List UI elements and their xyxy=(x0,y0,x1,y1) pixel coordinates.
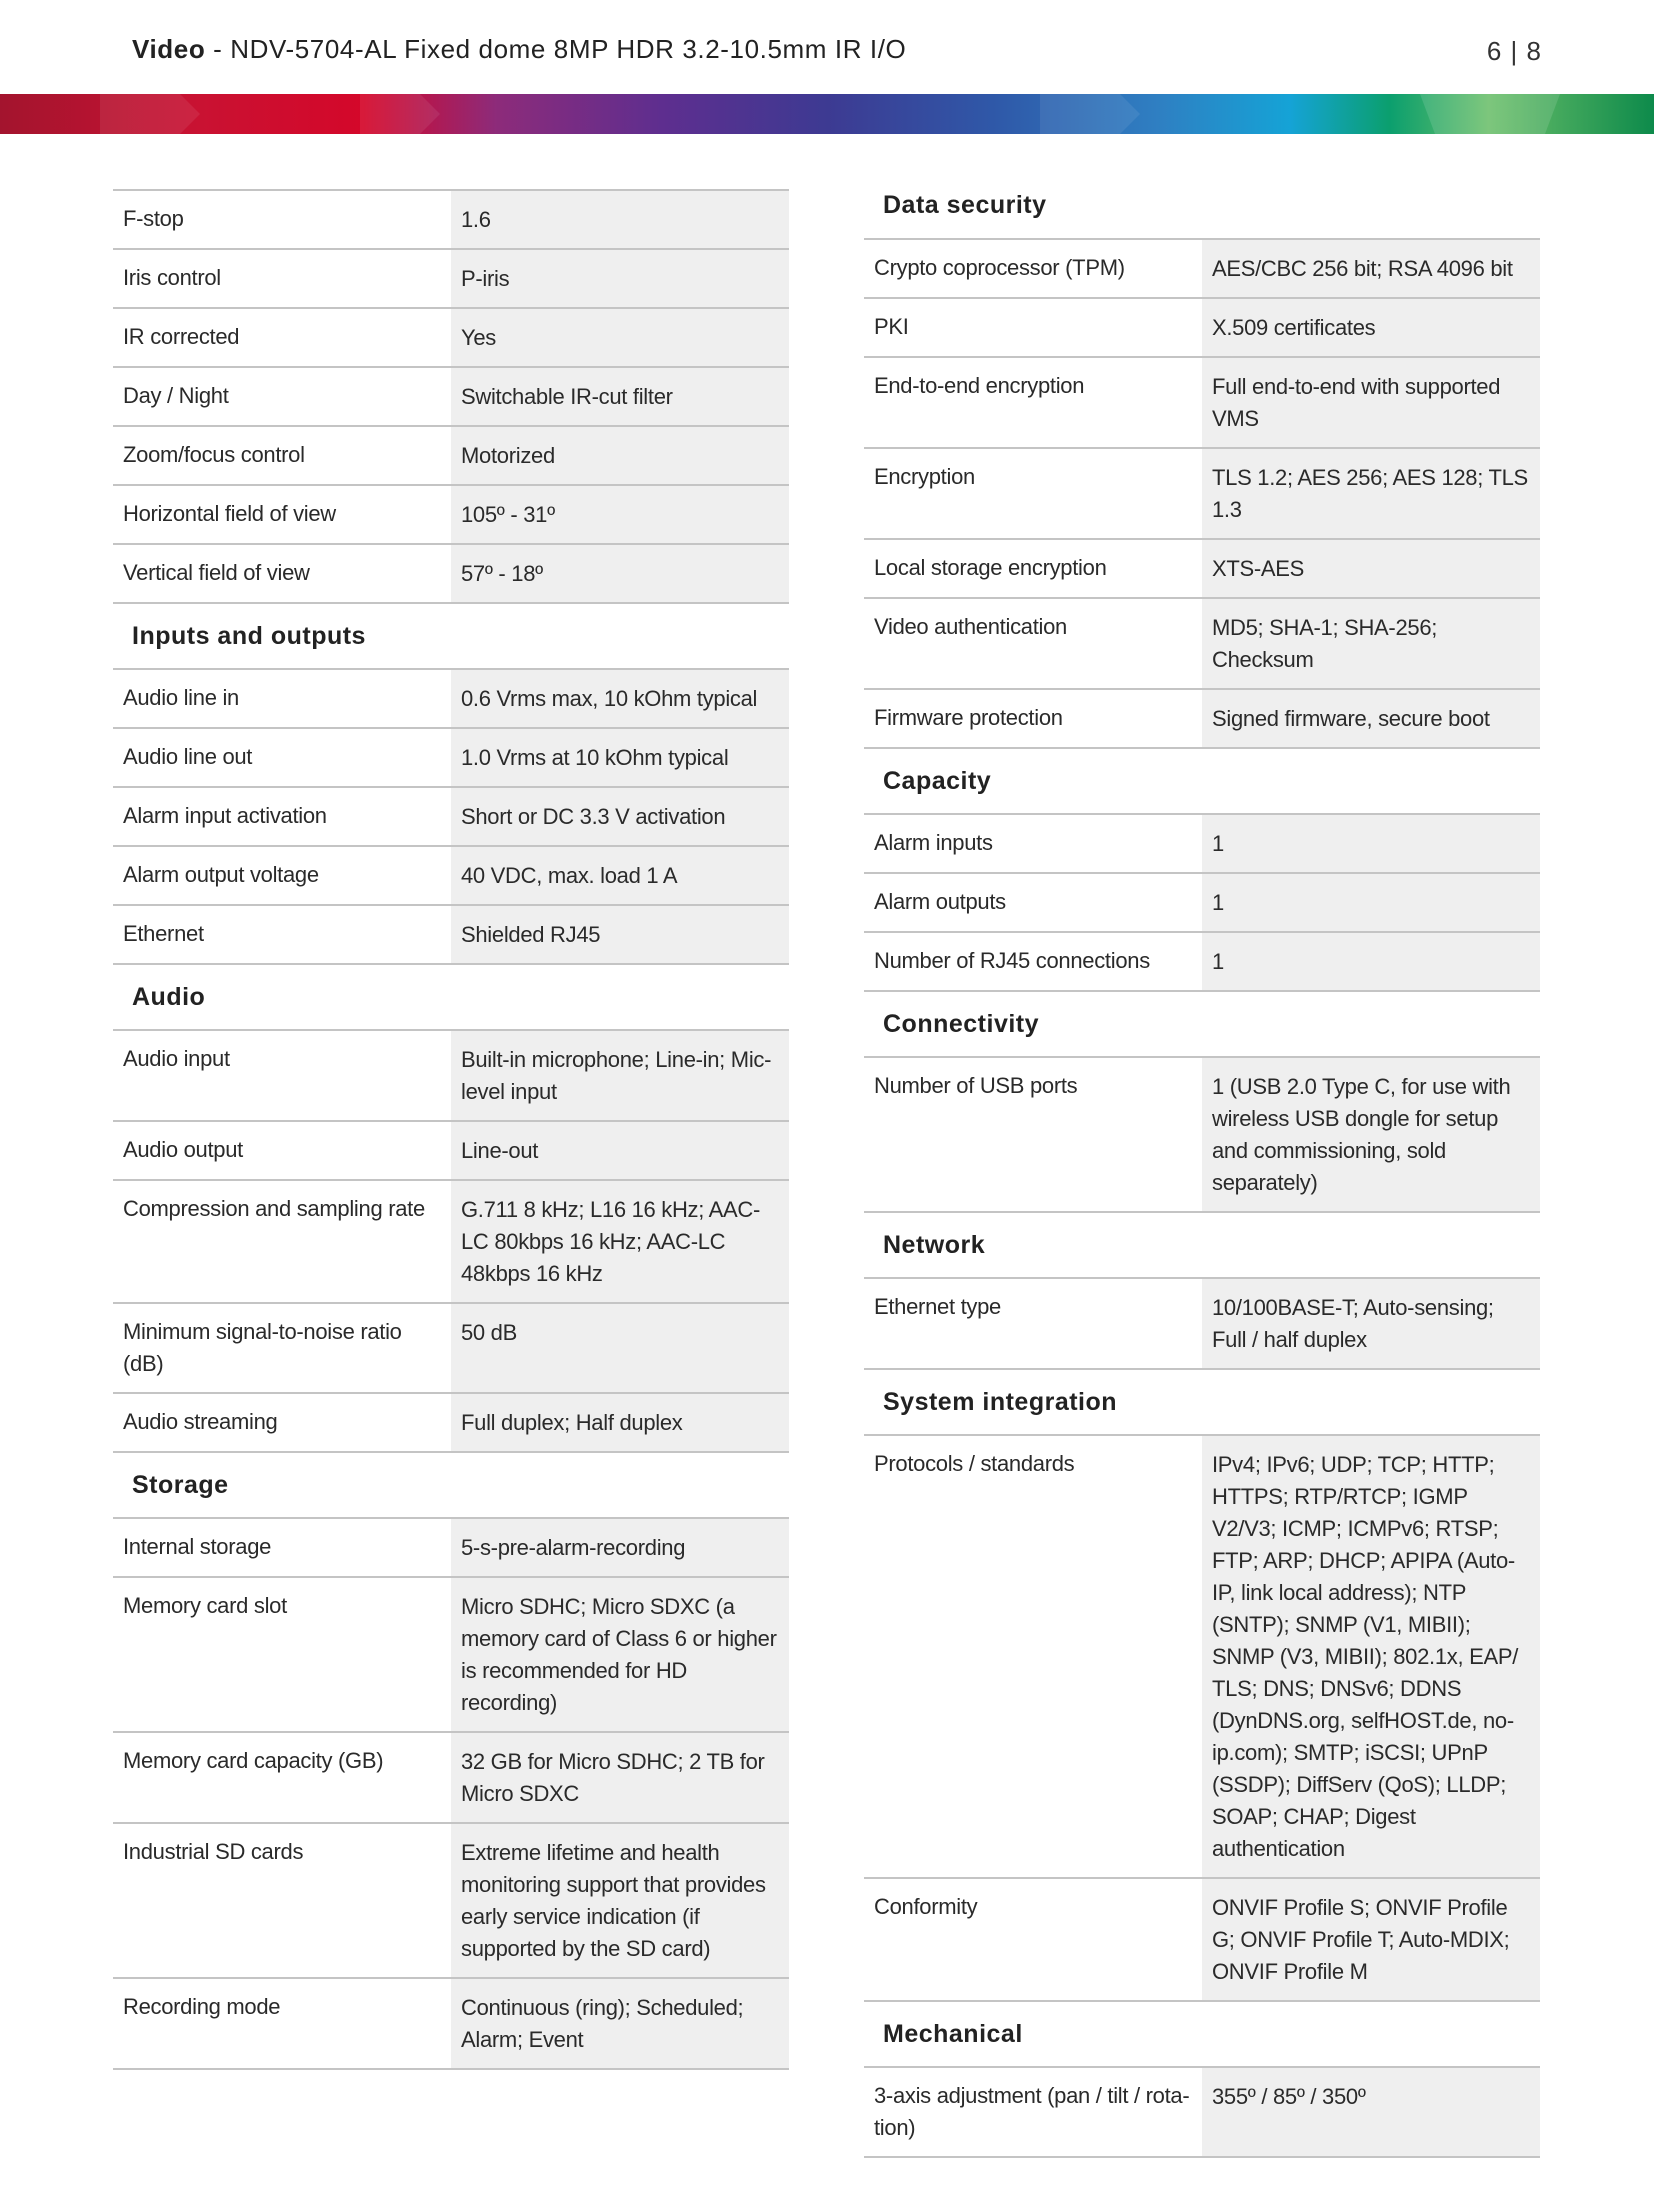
spec-value: 0.6 Vrms max, 10 kOhm typical xyxy=(451,670,789,727)
spec-value: 355º / 85º / 350º xyxy=(1202,2068,1540,2156)
spec-row-audio-line-in xyxy=(113,668,789,729)
spec-value: 1 xyxy=(1202,933,1540,990)
spec-value: 1 xyxy=(1202,815,1540,872)
spec-label: IR corrected xyxy=(123,324,240,349)
spec-label: Audio line out xyxy=(123,744,253,769)
spec-row-usb-ports xyxy=(864,1056,1540,1213)
spec-row-alarm-output-voltage xyxy=(113,847,789,906)
spec-label: Horizontal field of view xyxy=(123,501,336,526)
spec-row-ir-corrected xyxy=(113,309,789,368)
spec-label: Ethernet xyxy=(123,921,204,946)
spec-value: Yes xyxy=(451,309,789,366)
spec-row-zoom-focus xyxy=(113,427,789,486)
section-title-connectivity: Connectivity xyxy=(883,1010,1040,1038)
spec-value: Motorized xyxy=(451,427,789,484)
spec-label: Protocols / standards xyxy=(874,1451,1075,1476)
spec-value: ONVIF Profile S; ONVIF Profile G; ONVIF Profile T; Auto-MDIX; ONVIF Profile M xyxy=(1202,1879,1540,2000)
spec-row-industrial-sd xyxy=(113,1824,789,1979)
spec-label: Compression and sampling rate xyxy=(123,1196,425,1221)
section-title-inputs-outputs: Inputs and outputs xyxy=(132,622,366,650)
section-title-capacity: Capacity xyxy=(883,767,992,795)
spec-label: End-to-end encryption xyxy=(874,373,1085,398)
left-spec-column xyxy=(113,189,789,2070)
spec-value: 1.6 xyxy=(451,191,789,248)
spec-value: 5-s-pre-alarm-recording xyxy=(451,1519,789,1576)
spec-row-firmware-protection xyxy=(864,690,1540,749)
spec-row-protocols xyxy=(864,1434,1540,1879)
section-title-audio: Audio xyxy=(132,983,206,1011)
spec-row-vfov xyxy=(113,545,789,604)
spec-value: Shielded RJ45 xyxy=(451,906,789,963)
spec-value: P-iris xyxy=(451,250,789,307)
spec-row-day-night xyxy=(113,368,789,427)
spec-value: Short or DC 3.3 V activation xyxy=(451,788,789,845)
spec-row-encryption xyxy=(864,449,1540,540)
spec-label: Conformity xyxy=(874,1894,978,1919)
spec-row-internal-storage xyxy=(113,1517,789,1578)
spec-value: MD5; SHA-1; SHA-256; Checksum xyxy=(1202,599,1540,688)
document-header xyxy=(132,34,906,65)
spec-value: 1 (USB 2.0 Type C, for use with wireless USB dongle for setup and commissioning, sold separately) xyxy=(1202,1058,1540,1211)
spec-value: Continuous (ring); Scheduled; Alarm; Event xyxy=(451,1979,789,2068)
spec-value: 57º - 18º xyxy=(451,545,789,602)
spec-value: Micro SDHC; Micro SDXC (a memory card of Class 6 or higher is recommended for HD recording) xyxy=(451,1578,789,1731)
spec-value: 10/100BASE-T; Auto-sensing; Full / half duplex xyxy=(1202,1279,1540,1368)
brand-color-bar xyxy=(0,94,1654,134)
spec-label: Number of RJ45 connections xyxy=(874,948,1150,973)
spec-label: Firmware protection xyxy=(874,705,1063,730)
spec-row-audio-streaming xyxy=(113,1394,789,1453)
spec-value: Switchable IR-cut filter xyxy=(451,368,789,425)
spec-label: Alarm output voltage xyxy=(123,862,319,887)
spec-label: Alarm outputs xyxy=(874,889,1006,914)
spec-label: Ethernet type xyxy=(874,1294,1001,1319)
spec-row-ethernet xyxy=(113,906,789,965)
spec-row-audio-input xyxy=(113,1029,789,1122)
spec-row-video-authentication xyxy=(864,599,1540,690)
spec-value: 50 dB xyxy=(451,1304,789,1392)
spec-value: Extreme lifetime and health monitoring support that provides early service indication (if supported by the SD card) xyxy=(451,1824,789,1977)
spec-row-alarm-inputs xyxy=(864,813,1540,874)
section-title-system-integration: System integration xyxy=(883,1388,1118,1416)
section-title-network: Network xyxy=(883,1231,986,1259)
spec-label: Encryption xyxy=(874,464,975,489)
spec-value: 32 GB for Micro SDHC; 2 TB for Micro SDXC xyxy=(451,1733,789,1822)
spec-value: G.711 8 kHz; L16 16 kHz; AAC-LC 80kbps 16 kHz; AAC-LC 48kbps 16 kHz xyxy=(451,1181,789,1302)
section-title-data-security: Data security xyxy=(883,191,1047,219)
spec-value: XTS-AES xyxy=(1202,540,1540,597)
spec-row-memory-card-slot xyxy=(113,1578,789,1733)
spec-row-audio-output xyxy=(113,1122,789,1181)
spec-value: 105º - 31º xyxy=(451,486,789,543)
spec-value: 1.0 Vrms at 10 kOhm typical xyxy=(451,729,789,786)
spec-label: Video authentication xyxy=(874,614,1067,639)
spec-label: Zoom/focus control xyxy=(123,442,305,467)
spec-row-3-axis-adjustment xyxy=(864,2066,1540,2158)
spec-label: F-stop xyxy=(123,206,184,231)
spec-row-crypto-coprocessor xyxy=(864,238,1540,299)
spec-row-alarm-input-activation xyxy=(113,788,789,847)
spec-row-rj45-connections xyxy=(864,933,1540,992)
spec-label: Vertical field of view xyxy=(123,560,310,585)
spec-label: Internal storage xyxy=(123,1534,272,1559)
spec-row-pki xyxy=(864,299,1540,358)
spec-value: 40 VDC, max. load 1 A xyxy=(451,847,789,904)
spec-label: Audio output xyxy=(123,1137,243,1162)
spec-row-memory-card-capacity xyxy=(113,1733,789,1824)
spec-row-conformity xyxy=(864,1879,1540,2002)
spec-row-local-storage-encryption xyxy=(864,540,1540,599)
spec-label: PKI xyxy=(874,314,909,339)
spec-label: Memory card slot xyxy=(123,1593,287,1618)
spec-label: Iris control xyxy=(123,265,221,290)
spec-label: Memory card capacity (GB) xyxy=(123,1748,384,1773)
spec-label: Industrial SD cards xyxy=(123,1839,304,1864)
spec-value: AES/CBC 256 bit; RSA 4096 bit xyxy=(1202,240,1540,297)
spec-label: Day / Night xyxy=(123,383,229,408)
spec-value: 1 xyxy=(1202,874,1540,931)
spec-value: IPv4; IPv6; UDP; TCP; HTTP; HTTPS; RTP/RTCP; IGMP V2/V3; ICMP; ICMPv6; RTSP; FTP; ARP; DHCP; APIPA (Auto-IP, link local address); NTP (SNTP); SNMP (V1, MIBII); SNMP (V3, MIBII); 802.1x, EAP/ TLS; DNS; DNSv6; DDNS (DynDNS.org, selfHOST.de, no-ip.com); SMTP; iSCSI; UPnP (SSDP); DiffServ (QoS); LLDP; SOAP; CHAP; Digest authentication xyxy=(1202,1436,1540,1877)
spec-value: Built-in microphone; Line-in; Mic-level input xyxy=(451,1031,789,1120)
section-title-mechanical: Mechanical xyxy=(883,2020,1023,2048)
spec-value: Signed firmware, secure boot xyxy=(1202,690,1540,747)
spec-value: Line-out xyxy=(451,1122,789,1179)
spec-label: Audio line in xyxy=(123,685,239,710)
spec-row-snr xyxy=(113,1304,789,1394)
spec-row-recording-mode xyxy=(113,1979,789,2070)
spec-row-ethernet-type xyxy=(864,1277,1540,1370)
right-spec-column xyxy=(864,172,1540,2158)
header-category: Video xyxy=(132,34,206,64)
spec-label: Minimum signal-to-noise ratio (dB) xyxy=(123,1319,402,1376)
spec-row-alarm-outputs xyxy=(864,874,1540,933)
spec-row-audio-line-out xyxy=(113,729,789,788)
header-product: - NDV-5704-AL Fixed dome 8MP HDR 3.2-10.5mm IR I/O xyxy=(205,34,907,64)
spec-label: Audio streaming xyxy=(123,1409,278,1434)
spec-row-f-stop xyxy=(113,189,789,250)
spec-label: Audio input xyxy=(123,1046,230,1071)
spec-label: Local storage encryption xyxy=(874,555,1107,580)
spec-label: Alarm inputs xyxy=(874,830,993,855)
section-title-storage: Storage xyxy=(132,1471,229,1499)
page-number: 6 | 8 xyxy=(1486,36,1542,66)
spec-label: 3-axis adjustment (pan / tilt / rotation) xyxy=(874,2083,1190,2140)
spec-value: TLS 1.2; AES 256; AES 128; TLS 1.3 xyxy=(1202,449,1540,538)
spec-label: Recording mode xyxy=(123,1994,281,2019)
spec-row-iris-control xyxy=(113,250,789,309)
spec-value: X.509 certificates xyxy=(1202,299,1540,356)
spec-row-e2e-encryption xyxy=(864,358,1540,449)
spec-row-hfov xyxy=(113,486,789,545)
spec-label: Crypto coprocessor (TPM) xyxy=(874,255,1125,280)
spec-label: Number of USB ports xyxy=(874,1073,1078,1098)
spec-value: Full end-to-end with supported VMS xyxy=(1202,358,1540,447)
spec-label: Alarm input activation xyxy=(123,803,327,828)
spec-row-compression xyxy=(113,1181,789,1304)
spec-value: Full duplex; Half duplex xyxy=(451,1394,789,1451)
